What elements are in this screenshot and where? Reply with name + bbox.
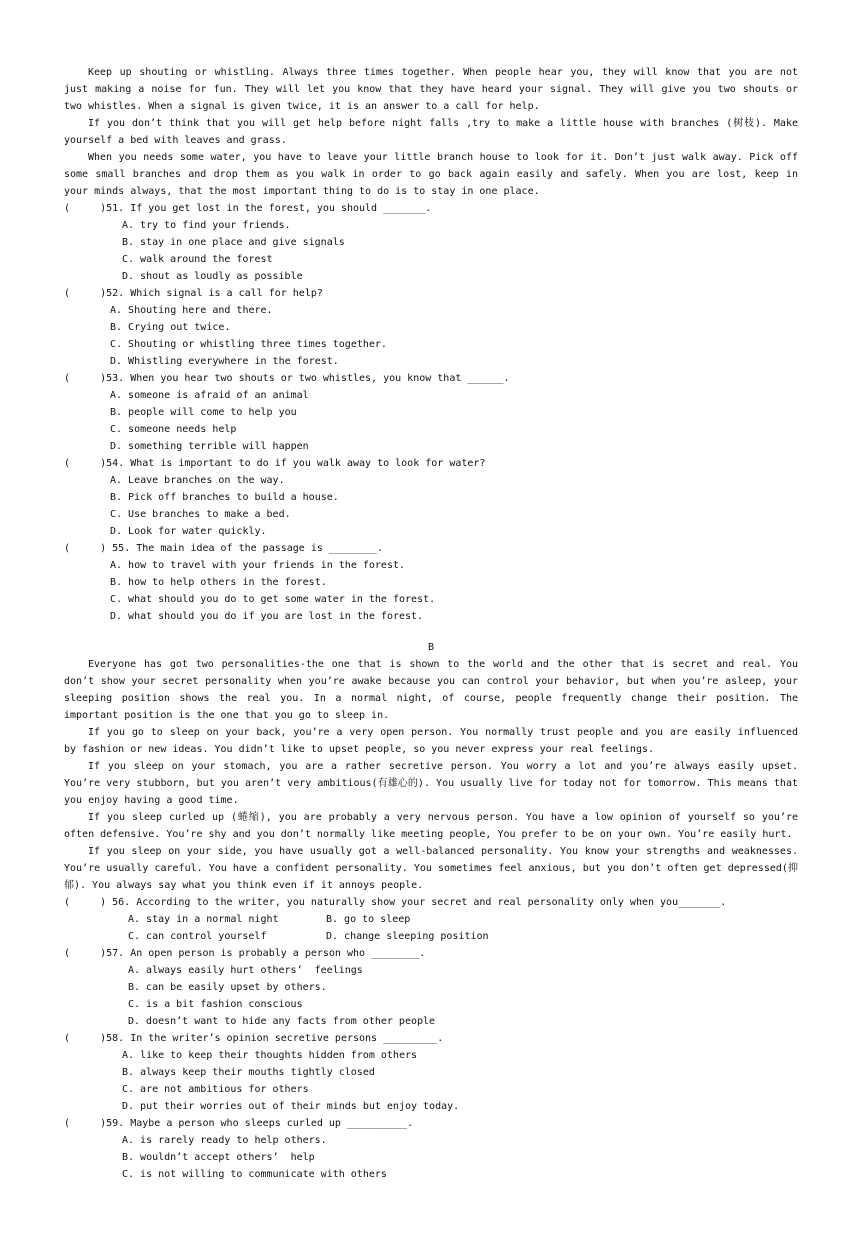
option: A. like to keep their thoughts hidden from others — [122, 1050, 418, 1061]
paragraph: If you sleep curled up (蜷缩), you are probably a very nervous person. You have a low opinion of yourself so you’re often defensive. You’re shy and you don’t normally like meeting people, You prefer to be on your own. You’re easily hurt. — [64, 812, 805, 840]
option: A. someone is afraid of an animal — [110, 390, 309, 401]
option: C. someone needs help — [110, 424, 237, 435]
option: D. something terrible will happen — [110, 441, 309, 452]
option: C. Shouting or whistling three times together. — [110, 339, 387, 350]
option: D. Look for water quickly. — [110, 526, 267, 537]
question-stem: ( )57. An open person is probably a person who ________. — [64, 948, 426, 959]
option: A. is rarely ready to help others. — [122, 1135, 327, 1146]
option: A. try to find your friends. — [122, 220, 291, 231]
option: C. is a bit fashion conscious — [128, 999, 303, 1010]
question-stem: ( )51. If you get lost in the forest, you should _______. — [64, 203, 432, 214]
option: D. what should you do if you are lost in the forest. — [110, 611, 424, 622]
option: B. Pick off branches to build a house. — [110, 492, 339, 503]
option: C. are not ambitious for others — [122, 1084, 309, 1095]
option: B. wouldn’t accept others’ help — [122, 1152, 315, 1163]
option-row — [64, 928, 798, 945]
option: C. can control yourself — [128, 931, 267, 942]
option: B. how to help others in the forest. — [110, 577, 327, 588]
question-stem: ( )52. Which signal is a call for help? — [64, 288, 323, 299]
option: C. Use branches to make a bed. — [110, 509, 291, 520]
question-55 — [64, 540, 798, 625]
paragraph: If you go to sleep on your back, you’re a very open person. You normally trust people and you are easily influenced by fashion or new ideas. You didn’t like to upset people, so you never express your real feelings. — [64, 727, 805, 755]
paragraph: Keep up shouting or whistling. Always three times together. When people hear you, they will know that you are not just making a noise for fun. They will let you know that they have heard your signal. They will give you two shouts or two whistles. When a signal is given twice, it is an answer to a call for help. — [64, 67, 805, 112]
passage-b — [64, 639, 805, 1183]
option: B. go to sleep — [326, 914, 411, 925]
paragraph: If you sleep on your side, you have usually got a well-balanced personality. You know your strengths and weaknesses. You’re usually careful. You have a confident personality. You sometimes feel anxious, but you don’t often get depressed(抑郁). You always say what you think even if it annoys people. — [64, 846, 805, 891]
question-stem: ( )53. When you hear two shouts or two whistles, you know that ______. — [64, 373, 510, 384]
worksheet-page — [64, 64, 805, 1183]
paragraph: Everyone has got two personalities-the one that is shown to the world and the other that is secret and real. You don’t show your secret personality when you’re awake because you can control your behavior, but when you’re asleep, your sleeping position shows the real you. In a normal night, of course, people frequently change their position. The important position is the one that you go to sleep in. — [64, 659, 805, 721]
question-52 — [64, 285, 798, 370]
question-stem: ( ) 56. According to the writer, you naturally show your secret and real personality only when you_______. — [64, 897, 727, 908]
option: D. shout as loudly as possible — [122, 271, 303, 282]
option: B. Crying out twice. — [110, 322, 231, 333]
question-54 — [64, 455, 798, 540]
option: A. how to travel with your friends in the forest. — [110, 560, 406, 571]
option: A. Leave branches on the way. — [110, 475, 285, 486]
paragraph: If you don’t think that you will get help before night falls ,try to make a little house with branches (树枝). Make yourself a bed with leaves and grass. — [64, 118, 805, 146]
option: A. Shouting here and there. — [110, 305, 273, 316]
question-stem: ( ) 55. The main idea of the passage is ________. — [64, 543, 384, 554]
question-53 — [64, 370, 798, 455]
option: B. always keep their mouths tightly closed — [122, 1067, 375, 1078]
option: B. can be easily upset by others. — [128, 982, 327, 993]
question-56 — [64, 894, 798, 945]
passage-a — [64, 64, 805, 625]
question-stem: ( )54. What is important to do if you walk away to look for water? — [64, 458, 486, 469]
paragraph: When you needs some water, you have to leave your little branch house to look for it. Don’t just walk away. Pick off some small branches and drop them as you walk in order to go back again easily and safely. When you are lost, keep in your minds always, that the most important thing to do is to stay in one place. — [64, 152, 805, 197]
section-title: B — [427, 642, 435, 653]
option: D. change sleeping position — [326, 931, 489, 942]
question-59 — [64, 1115, 798, 1183]
paragraph: If you sleep on your stomach, you are a rather secretive person. You worry a lot and you’re always easily upset. You’re very stubborn, but you aren’t very ambitious(有雄心的). You usually live for today not for tomorrow. This means that you enjoy having a good time. — [64, 761, 805, 806]
option: D. doesn’t want to hide any facts from other people — [128, 1016, 436, 1027]
option: C. what should you do to get some water in the forest. — [110, 594, 436, 605]
question-58 — [64, 1030, 798, 1115]
option: A. always easily hurt others’ feelings — [128, 965, 363, 976]
option: C. walk around the forest — [122, 254, 273, 265]
question-stem: ( )59. Maybe a person who sleeps curled up __________. — [64, 1118, 414, 1129]
question-57 — [64, 945, 798, 1030]
question-stem: ( )58. In the writer’s opinion secretive persons _________. — [64, 1033, 444, 1044]
option: A. stay in a normal night — [128, 914, 279, 925]
question-51 — [64, 200, 798, 285]
option: B. stay in one place and give signals — [122, 237, 345, 248]
option: C. is not willing to communicate with others — [122, 1169, 387, 1180]
option: B. people will come to help you — [110, 407, 297, 418]
option-row — [64, 911, 798, 928]
option: D. Whistling everywhere in the forest. — [110, 356, 339, 367]
option: D. put their worries out of their minds but enjoy today. — [122, 1101, 460, 1112]
